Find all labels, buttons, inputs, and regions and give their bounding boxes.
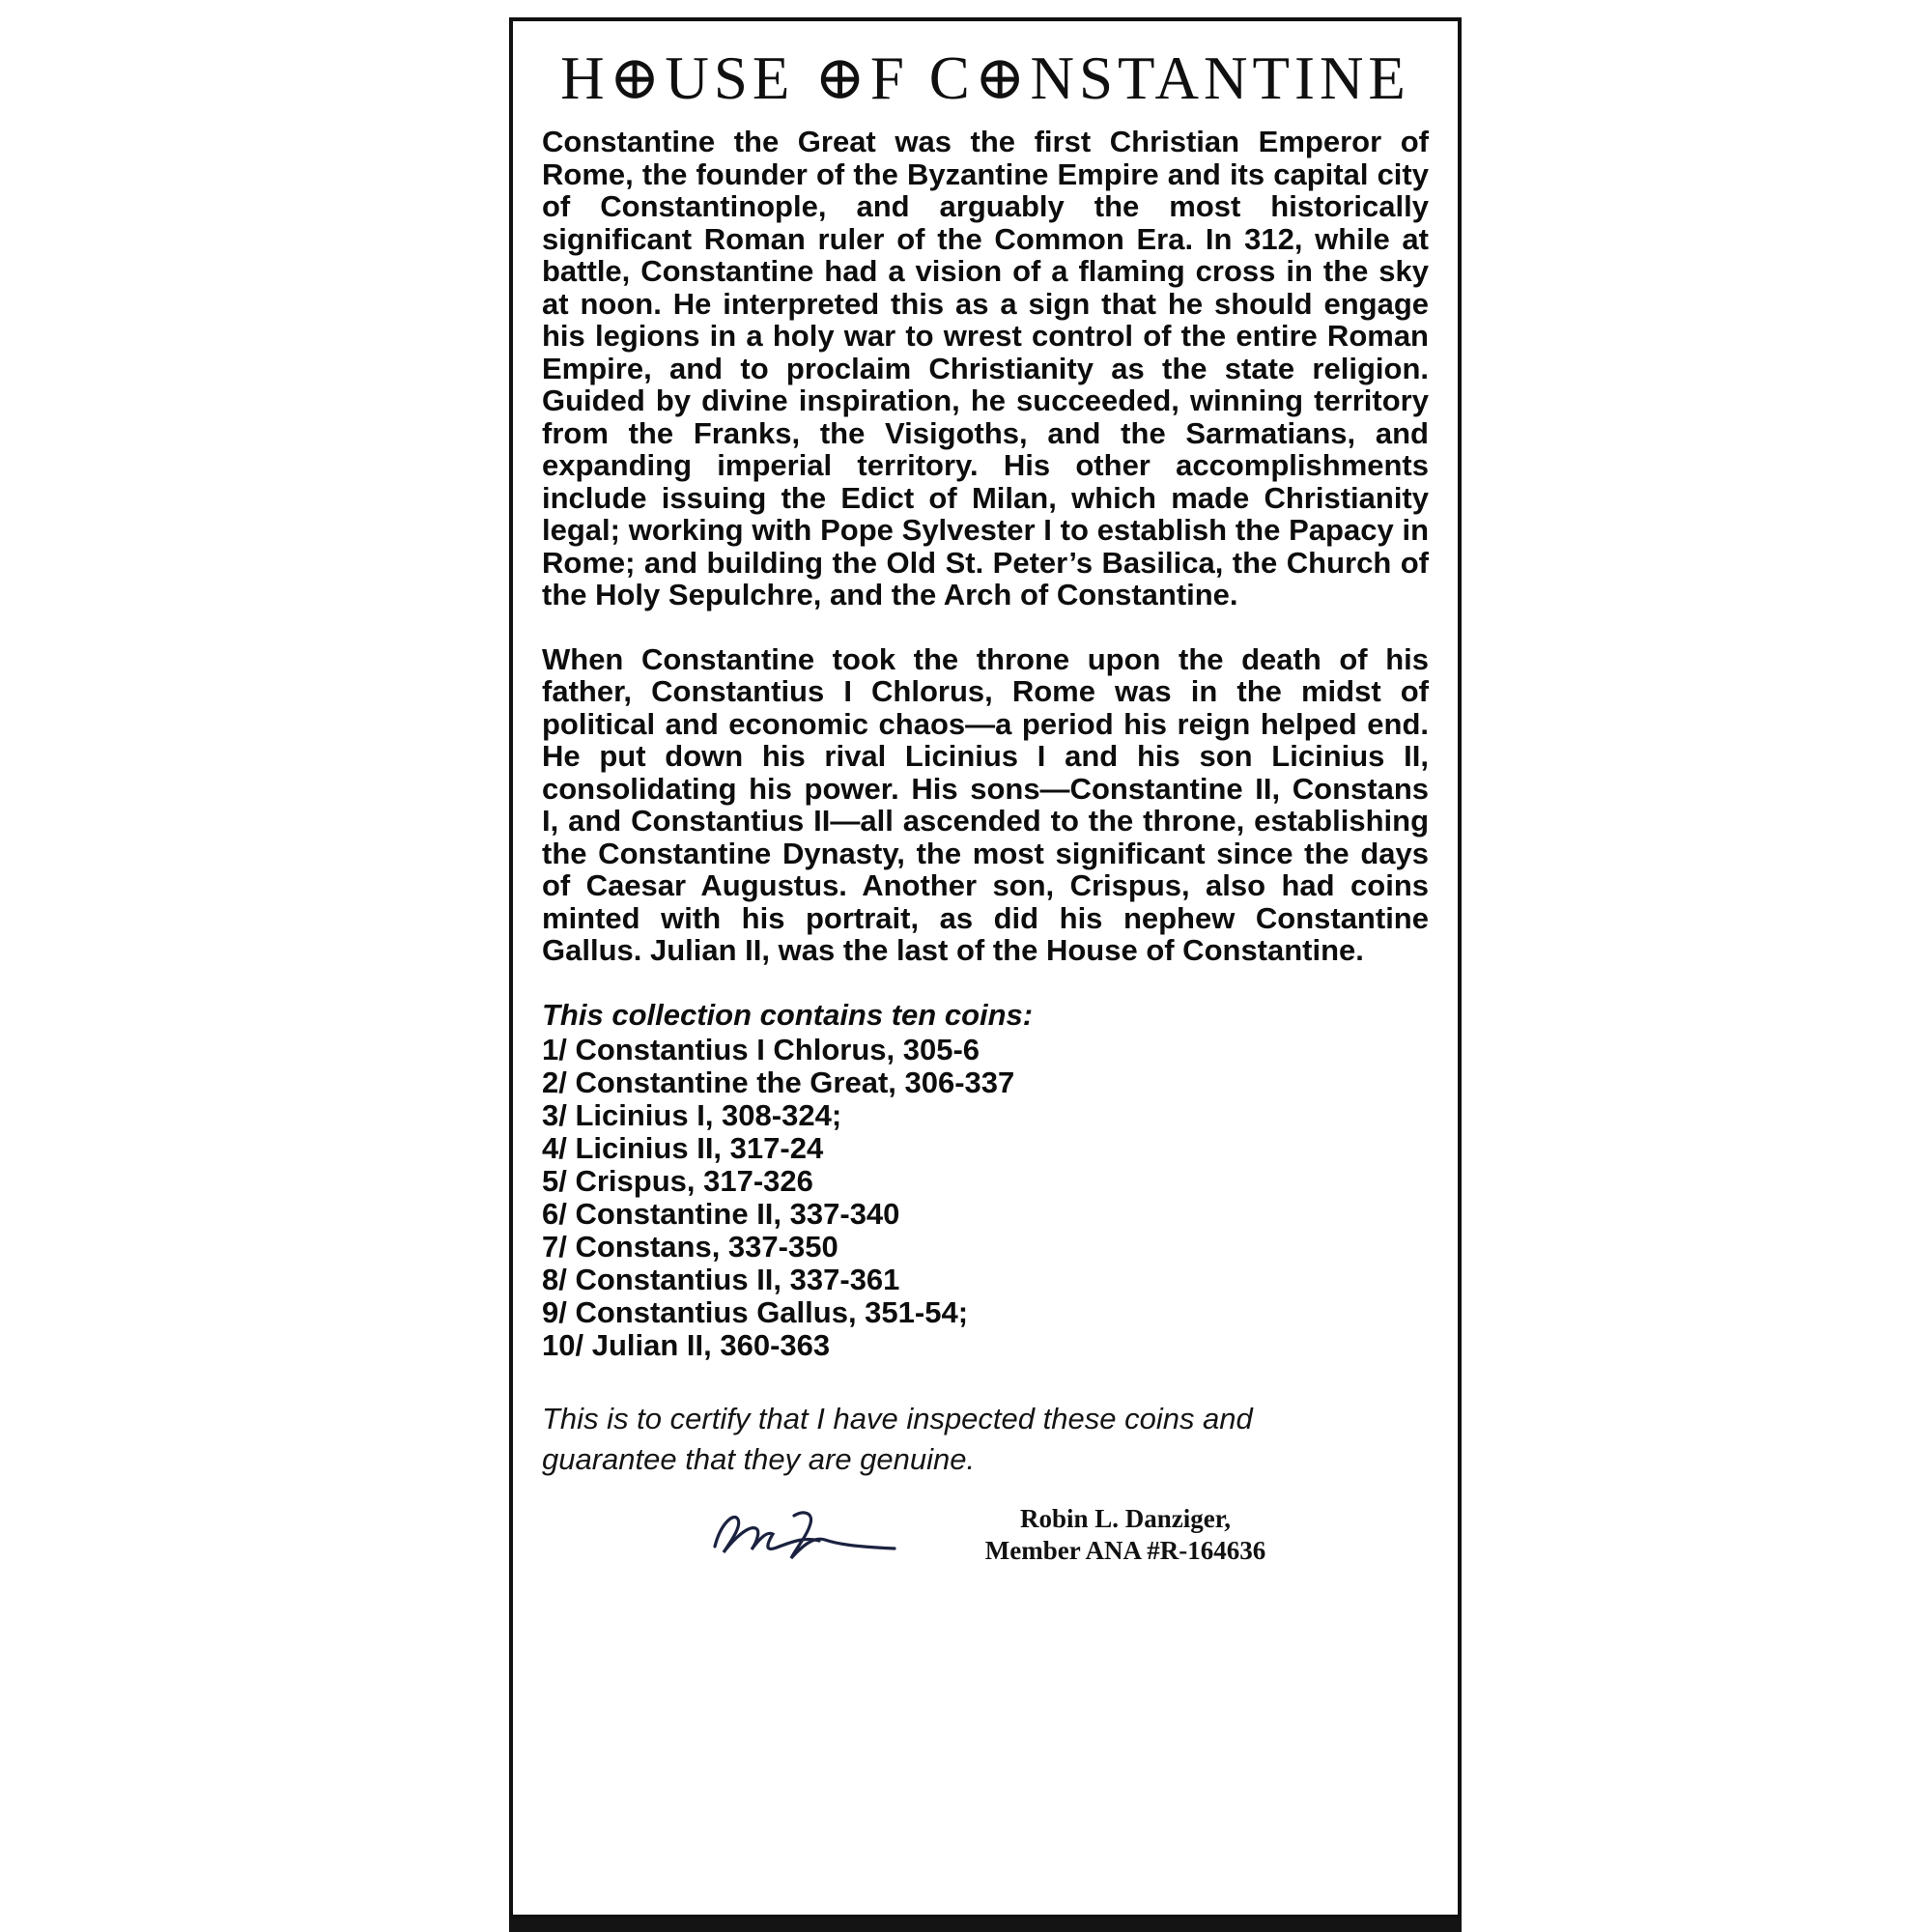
coin-list-item: 2/ Constantine the Great, 306-337 (542, 1065, 1015, 1099)
signer-info (985, 1503, 1265, 1567)
coin-list-item: 7/ Constans, 337-350 (542, 1229, 838, 1264)
certification-text: This is to certify that I have inspected these coins and guarantee that they are genuine. (542, 1401, 1253, 1476)
body-text (542, 126, 1429, 967)
collection-intro: This collection contains ten coins: (542, 997, 1034, 1032)
coin-list-item: 8/ Constantius II, 337-361 (542, 1262, 900, 1296)
coin-list-item: 9/ Constantius Gallus, 351-54; (542, 1294, 969, 1329)
coin-list-item: 4/ Licinius II, 317-24 (542, 1130, 824, 1165)
signer-name: Robin L. Danziger, (1019, 1503, 1232, 1533)
body-paragraph-1: Constantine the Great was the first Christian Emperor of Rome, the founder of the Byzantine Empire and its capital city of Constantinople, and arguably the most historically significant Roman ruler of the Common Era. In 312, while at battle, Constantine had a vision of a flaming cross in the sky at noon. He interpreted this as a sign that he should engage his legions in a holy war to wrest control of the entire Roman Empire, and to proclaim Christianity as the state religion. Guided by divine inspiration, he succeeded, winning territory from the Franks, the Visigoths, and the Sarmatians, and expanding imperial territory. His other accomplishments include issuing the Edict of Milan, which made Christianity legal; working with Pope Sylvester I to establish the Papacy in Rome; and building the Old St. Peter’s Basilica, the Church of the Holy Sepulchre, and the Arch of Constantine. (542, 125, 1429, 611)
coin-list (542, 1034, 1429, 1362)
coin-list-item: 6/ Constantine II, 337-340 (542, 1196, 900, 1231)
certificate-card (509, 17, 1462, 1918)
coin-list-item: 10/ Julian II, 360-363 (542, 1327, 831, 1362)
signer-membership: Member ANA #R-164636 (984, 1535, 1266, 1565)
coin-list-item: 3/ Licinius I, 308-324; (542, 1097, 842, 1132)
bottom-edge-bar (509, 1918, 1462, 1932)
body-paragraph-2: When Constantine took the throne upon the death of his father, Constantius I Chlorus, Rome was in the midst of political and economic chaos—a period his reign helped end. He put down his rival Licinius I and his son Licinius II, consolidating his power. His sons—Constantine II, Constans I, and Constantius II—all ascended to the throne, establishing the Constantine Dynasty, the most significant since the days of Caesar Augustus. Another son, Crispus, also had coins minted with his portrait, as did his nephew Constantine Gallus. Julian II, was the last of the House of Constantine. (542, 641, 1429, 967)
coin-list-item: 1/ Constantius I Chlorus, 305-6 (542, 1032, 980, 1066)
coin-list-item: 5/ Crispus, 317-326 (542, 1163, 813, 1198)
signature-icon (705, 1504, 908, 1566)
page-title: H⊕USE ⊕F C⊕NSTANTINE (560, 44, 1410, 112)
signature-block (542, 1503, 1429, 1567)
